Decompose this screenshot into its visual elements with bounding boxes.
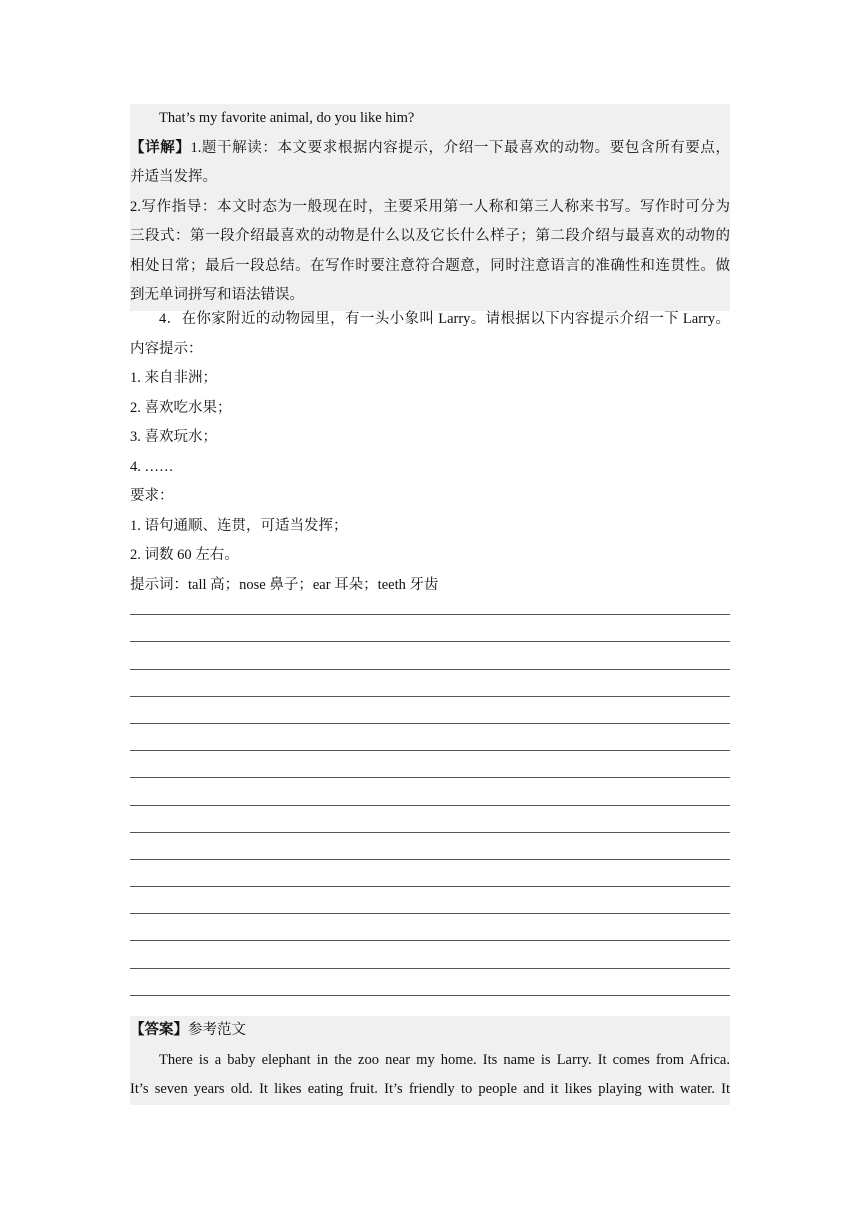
writing-line[interactable]	[130, 670, 730, 697]
requirement-item: 1. 语句通顺、连贯，可适当发挥；	[130, 517, 348, 534]
hint-item: 1. 来自非洲；	[130, 370, 217, 386]
question-section	[130, 305, 730, 600]
analysis-text-1: 1.题干解读：本文要求根据内容提示，介绍一下最喜欢的动物。要包含所有要点，	[190, 139, 731, 156]
writing-line[interactable]	[130, 588, 730, 615]
answer-heading	[130, 1016, 730, 1046]
answer-line-2: It’s seven years old. It likes eating fruit. It’s friendly to people and it likes playing with water. It	[130, 1081, 730, 1097]
vocab-hint: 提示词：tall 高；nose 鼻子；ear 耳朵；teeth 牙齿	[130, 576, 439, 593]
answer-section	[130, 1016, 730, 1105]
writing-line[interactable]	[130, 751, 730, 778]
writing-line[interactable]	[130, 642, 730, 669]
writing-line[interactable]	[130, 914, 730, 941]
writing-line[interactable]	[130, 969, 730, 996]
answer-line-1: There is a baby elephant in the zoo near my home. Its name is Larry. It comes from Africa.	[159, 1051, 730, 1068]
writing-line[interactable]	[130, 724, 730, 751]
writing-line[interactable]	[130, 941, 730, 968]
analysis-line-4: 三段式：第一段介绍最喜欢的动物是什么以及它长什么样子；第二段介绍与最喜欢的动物的	[130, 228, 730, 244]
writing-area[interactable]	[130, 588, 730, 1023]
writing-line[interactable]	[130, 860, 730, 887]
analysis-line-2: 并适当发挥。	[130, 169, 217, 185]
analysis-line-3: 2.写作指导：本文时态为一般现在时，主要采用第一人称和第三人称来书写。写作时可分为	[130, 198, 730, 215]
analysis-tag: 【详解】	[130, 139, 191, 156]
hint-item: 3. 喜欢玩水；	[130, 429, 217, 445]
writing-line[interactable]	[130, 615, 730, 642]
writing-line[interactable]	[130, 806, 730, 833]
answer-tag: 【答案】	[130, 1022, 188, 1038]
writing-line[interactable]	[130, 887, 730, 914]
previous-answer-last-line: That’s my favorite animal, do you like him?	[159, 110, 415, 126]
requirement-item: 2. 词数 60 左右。	[130, 547, 239, 563]
writing-line[interactable]	[130, 697, 730, 724]
hints-title: 内容提示：	[130, 340, 203, 357]
hint-item: 4. ……	[130, 458, 174, 475]
analysis-section	[130, 104, 730, 311]
question-stem: 4．在你家附近的动物园里，有一头小象叫 Larry。请根据以下内容提示介绍一下 Larry。	[159, 311, 730, 327]
writing-line[interactable]	[130, 833, 730, 860]
answer-title: 参考范文	[188, 1022, 246, 1038]
analysis-line-6: 到无单词拼写和语法错误。	[130, 287, 304, 303]
analysis-line-1	[130, 134, 730, 164]
requirements-title: 要求：	[130, 488, 174, 504]
analysis-line-5: 相处日常；最后一段总结。在写作时要注意符合题意，同时注意语言的准确性和连贯性。做	[130, 257, 730, 274]
hint-item: 2. 喜欢吃水果；	[130, 399, 232, 416]
writing-line[interactable]	[130, 778, 730, 805]
